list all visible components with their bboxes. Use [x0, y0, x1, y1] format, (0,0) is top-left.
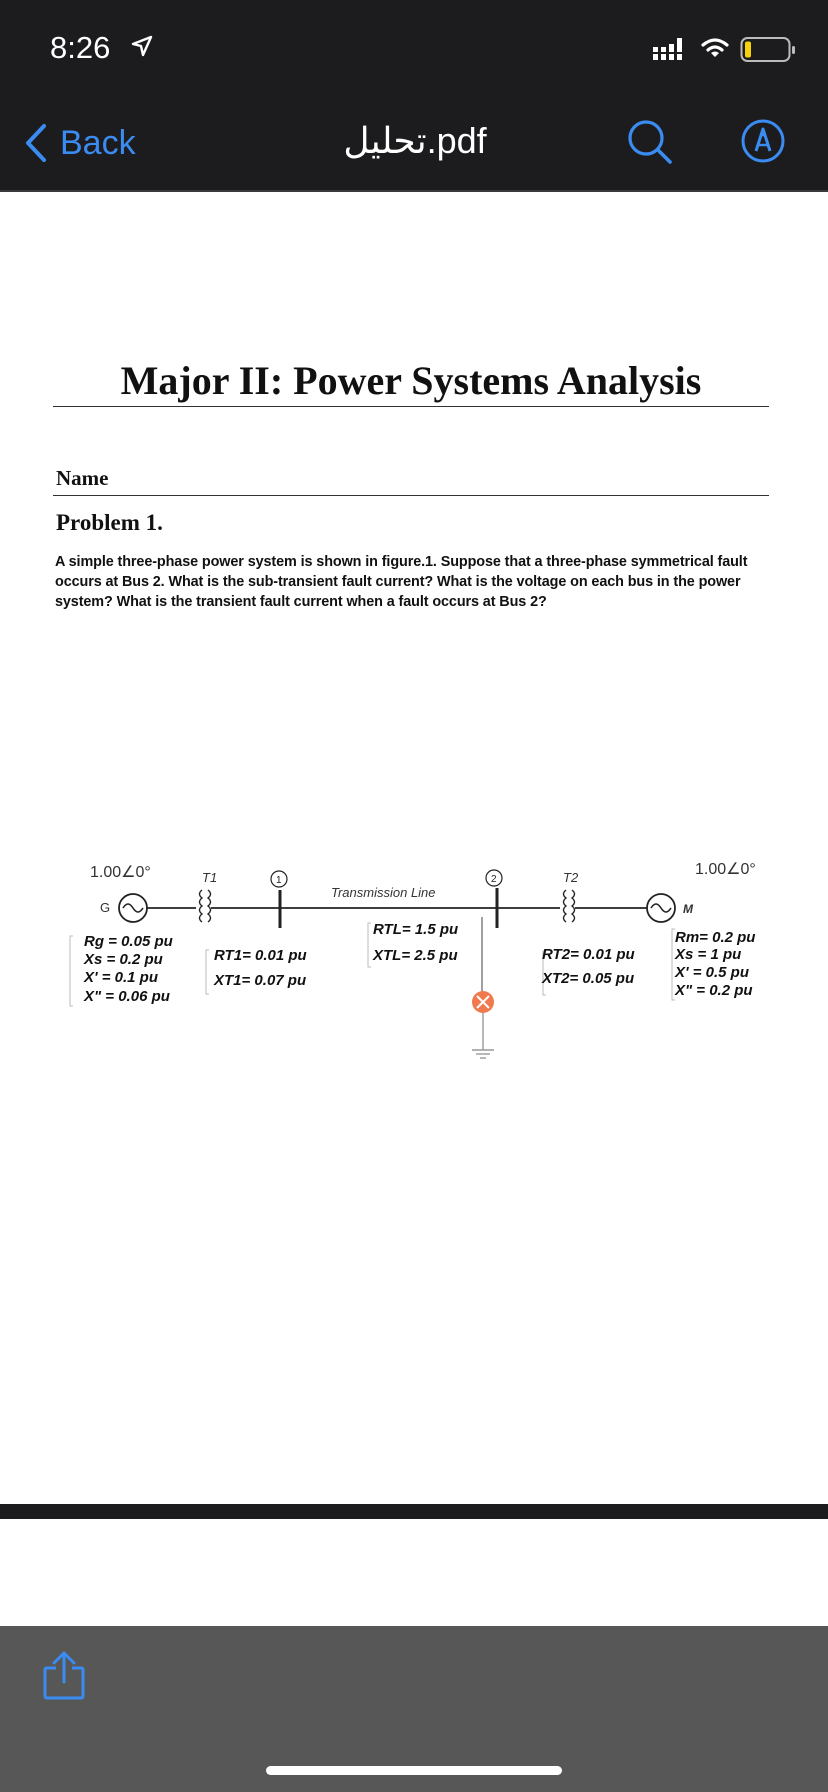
search-icon[interactable]	[626, 118, 674, 166]
gen-voltage: 1.00∠0°	[90, 864, 151, 881]
home-indicator[interactable]	[266, 1766, 562, 1775]
back-button[interactable]	[24, 118, 136, 168]
motor-label: M	[683, 902, 693, 916]
pdf-heading: Major II: Power Systems Analysis	[120, 358, 702, 403]
t1-label: T1	[202, 870, 218, 885]
battery-icon	[740, 36, 796, 64]
gen-param-xt: X' = 0.1 pu	[84, 969, 159, 986]
nav-bar	[0, 100, 828, 192]
t1-param-x: XT1= 0.07 pu	[214, 972, 307, 989]
motor-param-xst: X" = 0.2 pu	[675, 982, 753, 999]
status-time: 8:26	[50, 30, 111, 65]
motor-param-xs: Xs = 1 pu	[675, 946, 742, 963]
page-separator	[0, 1504, 828, 1519]
name-label: Name	[56, 466, 109, 490]
motor-voltage: 1.00∠0°	[695, 861, 756, 878]
location-arrow-icon	[131, 35, 153, 57]
gen-param-rg: Rg = 0.05 pu	[84, 933, 173, 950]
gen-label: G	[100, 900, 111, 915]
line-param-r: RTL= 1.5 pu	[373, 921, 459, 938]
share-icon[interactable]	[42, 1650, 86, 1702]
motor-param-rm: Rm= 0.2 pu	[675, 929, 756, 946]
name-divider	[53, 495, 769, 496]
bus-2-label: 2	[491, 874, 497, 885]
markup-pen-icon[interactable]	[740, 118, 786, 164]
chevron-left-icon	[24, 123, 48, 163]
back-label: Back	[60, 123, 136, 162]
pdf-page	[0, 192, 828, 1502]
bus-1-label: 1	[276, 875, 282, 886]
transformer-t1-symbol	[200, 890, 211, 922]
problem-label: Problem 1.	[56, 510, 163, 535]
transformer-t2-symbol	[564, 890, 575, 922]
t1-param-r: RT1= 0.01 pu	[214, 947, 307, 964]
document-title: تحليل.pdf	[343, 120, 487, 161]
motor-param-xt: X' = 0.5 pu	[675, 964, 750, 981]
problem-text: A simple three-phase power system is shown in figure.1. Suppose that a three-phase symmetrical fault occurs at Bus 2. What is the sub-transient fault current? What is the voltage on each bus in the power system? What is the transient fault current when a fault occurs at Bus 2?	[55, 554, 748, 610]
transmission-line-label: Transmission Line	[331, 885, 436, 900]
heading-divider	[53, 406, 769, 407]
t2-param-x: XT2= 0.05 pu	[542, 970, 635, 987]
t2-param-r: RT2= 0.01 pu	[542, 946, 635, 963]
wifi-icon	[700, 36, 730, 60]
next-page-preview	[0, 1519, 828, 1626]
status-bar	[0, 0, 828, 100]
t2-label: T2	[563, 870, 579, 885]
gen-param-xst: X" = 0.06 pu	[84, 988, 170, 1005]
circuit-diagram	[0, 660, 828, 1080]
cellular-signal-icon	[653, 38, 689, 62]
line-param-x: XTL= 2.5 pu	[373, 947, 458, 964]
bottom-toolbar	[0, 1626, 828, 1792]
gen-param-xs: Xs = 0.2 pu	[84, 951, 163, 968]
